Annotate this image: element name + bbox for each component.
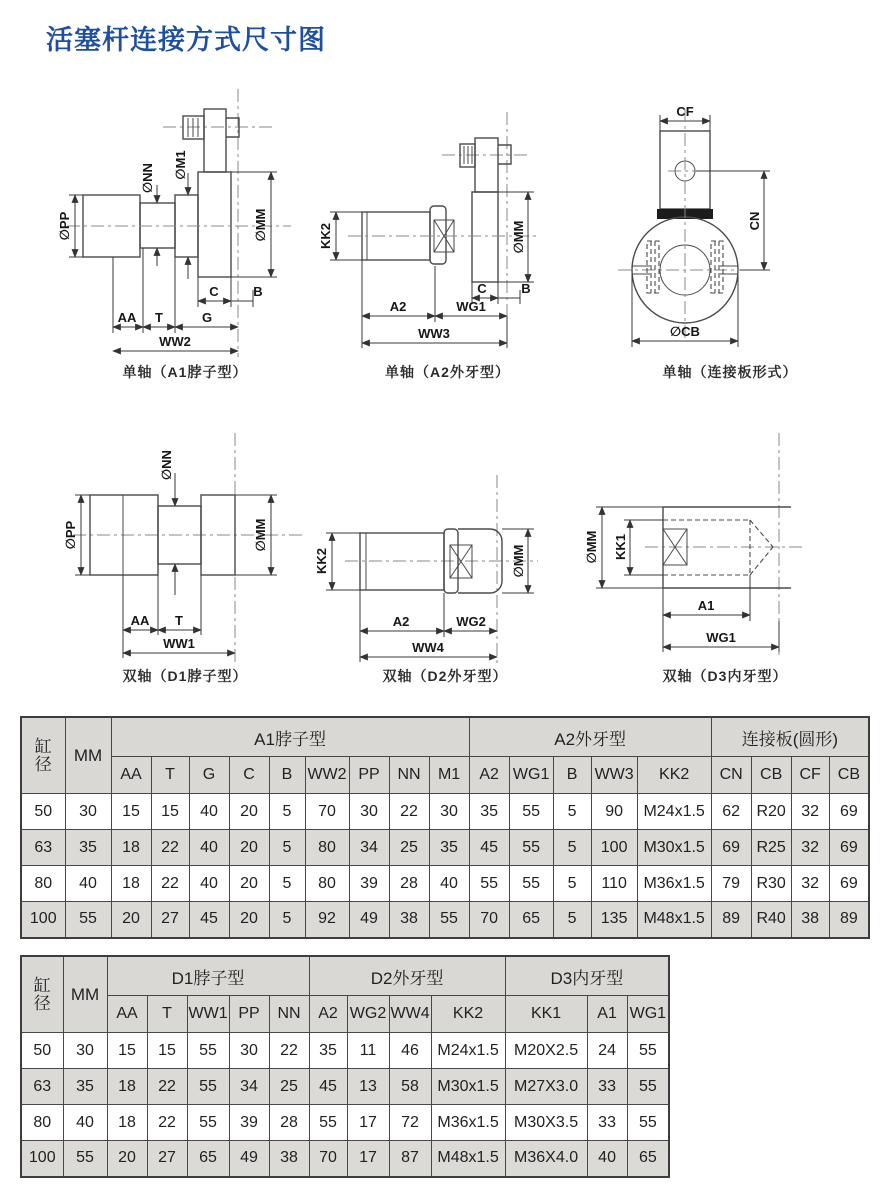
group-header: D1脖子型 bbox=[107, 956, 309, 996]
table-cell: 30 bbox=[63, 1033, 107, 1069]
column-header: MM bbox=[63, 956, 107, 1033]
column-header: AA bbox=[107, 996, 147, 1033]
table-cell: 17 bbox=[347, 1141, 389, 1177]
table-cell: 15 bbox=[111, 794, 151, 830]
dim-label-c: C bbox=[477, 281, 487, 296]
table-cell: 79 bbox=[711, 866, 751, 902]
diagram-caption: 双轴（D1脖子型） bbox=[122, 668, 248, 684]
table-cell: 55 bbox=[469, 866, 509, 902]
table-cell: 69 bbox=[711, 830, 751, 866]
table-cell: 15 bbox=[151, 794, 189, 830]
table-cell: 34 bbox=[349, 830, 389, 866]
column-header: B bbox=[553, 757, 591, 794]
table-cell: 22 bbox=[147, 1069, 187, 1105]
table-cell: M48x1.5 bbox=[637, 902, 711, 938]
column-header: C bbox=[229, 757, 269, 794]
dim-label-kk2: KK2 bbox=[314, 547, 329, 575]
table-cell: 39 bbox=[349, 866, 389, 902]
diagram-caption: 单轴（A2外牙型） bbox=[385, 364, 510, 380]
column-header: PP bbox=[349, 757, 389, 794]
dim-label-nn: ∅NN bbox=[159, 450, 174, 480]
dim-label-mm: ∅MM bbox=[511, 544, 526, 578]
table-cell: 58 bbox=[389, 1069, 431, 1105]
table-cell: 55 bbox=[309, 1105, 347, 1141]
diagram-caption: 双轴（D3内牙型） bbox=[662, 668, 788, 684]
table-cell: M30x1.5 bbox=[637, 830, 711, 866]
table-cell: 135 bbox=[591, 902, 637, 938]
table-cell: 80 bbox=[305, 866, 349, 902]
table-cell: 40 bbox=[63, 1105, 107, 1141]
dimension-table-single-shaft bbox=[20, 716, 870, 939]
diagram-single-plate bbox=[590, 95, 870, 382]
table-cell: M36x1.5 bbox=[431, 1105, 505, 1141]
column-header: NN bbox=[389, 757, 429, 794]
column-header: WW4 bbox=[389, 996, 431, 1033]
table-cell: 27 bbox=[151, 902, 189, 938]
diagram-a2-drawing bbox=[300, 100, 595, 362]
table-row bbox=[21, 1033, 669, 1069]
table-cell: 18 bbox=[111, 830, 151, 866]
dim-label-b: B bbox=[521, 281, 531, 296]
table-cell: 20 bbox=[111, 902, 151, 938]
table-cell: R20 bbox=[751, 794, 791, 830]
table-row bbox=[21, 794, 869, 830]
table-cell: 55 bbox=[509, 830, 553, 866]
table-cell: 45 bbox=[309, 1069, 347, 1105]
diagram-double-d3 bbox=[575, 425, 875, 686]
table-cell: 30 bbox=[229, 1033, 269, 1069]
diagram-a1-drawing bbox=[55, 85, 315, 363]
table-cell: 40 bbox=[189, 794, 229, 830]
dim-label-cb: ∅CB bbox=[670, 324, 700, 339]
table-row bbox=[21, 1141, 669, 1177]
table-cell: M36x1.5 bbox=[637, 866, 711, 902]
table-cell: 40 bbox=[65, 866, 111, 902]
table-cell: 5 bbox=[269, 830, 305, 866]
table-cell: 5 bbox=[553, 794, 591, 830]
column-header: KK2 bbox=[637, 757, 711, 794]
table-row bbox=[21, 1105, 669, 1141]
table-cell: 49 bbox=[229, 1141, 269, 1177]
table-cell: 62 bbox=[711, 794, 751, 830]
table-row bbox=[21, 902, 869, 938]
group-header: D2外牙型 bbox=[309, 956, 505, 996]
table-cell: 55 bbox=[187, 1069, 229, 1105]
table-cell: 72 bbox=[389, 1105, 431, 1141]
table-cell: 28 bbox=[389, 866, 429, 902]
dim-label-m1: ∅M1 bbox=[173, 150, 188, 180]
dim-label-mm: ∅MM bbox=[253, 518, 268, 552]
table-cell: 55 bbox=[65, 902, 111, 938]
table-cell: 45 bbox=[469, 830, 509, 866]
table-cell: 30 bbox=[65, 794, 111, 830]
table-cell: 22 bbox=[389, 794, 429, 830]
table-cell: 100 bbox=[591, 830, 637, 866]
table-cell: 20 bbox=[229, 902, 269, 938]
group-header: A2外牙型 bbox=[469, 717, 711, 757]
column-header: G bbox=[189, 757, 229, 794]
dim-label-ww4: WW4 bbox=[412, 640, 444, 655]
table-cell: 15 bbox=[147, 1033, 187, 1069]
table-cell: 35 bbox=[429, 830, 469, 866]
table-cell: 63 bbox=[21, 830, 65, 866]
table-cell: 20 bbox=[229, 794, 269, 830]
diagram-single-a1 bbox=[55, 85, 315, 382]
table-cell: 45 bbox=[189, 902, 229, 938]
table-cell: 55 bbox=[627, 1033, 669, 1069]
dim-label-t: T bbox=[175, 613, 183, 628]
table-cell: 34 bbox=[229, 1069, 269, 1105]
column-header: WG1 bbox=[627, 996, 669, 1033]
table-cell: 35 bbox=[469, 794, 509, 830]
table-cell: 55 bbox=[509, 794, 553, 830]
table-cell: 13 bbox=[347, 1069, 389, 1105]
column-header: A1 bbox=[587, 996, 627, 1033]
column-header: WG1 bbox=[509, 757, 553, 794]
diagram-d2-drawing bbox=[300, 425, 590, 673]
table-cell: 32 bbox=[791, 794, 829, 830]
table-cell: M48x1.5 bbox=[431, 1141, 505, 1177]
table-cell: 50 bbox=[21, 1033, 63, 1069]
dim-label-ww2: WW2 bbox=[159, 334, 191, 349]
table-cell: 24 bbox=[587, 1033, 627, 1069]
table-cell: 70 bbox=[469, 902, 509, 938]
table-cell: 69 bbox=[829, 794, 869, 830]
table-cell: 30 bbox=[349, 794, 389, 830]
diagram-single-a2 bbox=[300, 100, 595, 382]
table-cell: 20 bbox=[107, 1141, 147, 1177]
column-header: MM bbox=[65, 717, 111, 794]
table-cell: 20 bbox=[229, 830, 269, 866]
table-cell: 55 bbox=[187, 1105, 229, 1141]
column-header: WW1 bbox=[187, 996, 229, 1033]
table-cell: 18 bbox=[107, 1105, 147, 1141]
table-cell: 50 bbox=[21, 794, 65, 830]
table-cell: 38 bbox=[269, 1141, 309, 1177]
column-header: KK1 bbox=[505, 996, 587, 1033]
column-header: CB bbox=[829, 757, 869, 794]
dim-label-mm: ∅MM bbox=[511, 220, 526, 254]
table-cell: 22 bbox=[151, 830, 189, 866]
table-cell: 55 bbox=[509, 866, 553, 902]
dim-label-cn: CN bbox=[747, 211, 762, 231]
group-header: 连接板(圆形) bbox=[711, 717, 869, 757]
table-cell: 80 bbox=[21, 1105, 63, 1141]
table-cell: 35 bbox=[63, 1069, 107, 1105]
table-cell: 5 bbox=[269, 866, 305, 902]
dim-label-a1: A1 bbox=[697, 598, 715, 613]
table-cell: 55 bbox=[187, 1033, 229, 1069]
dim-label-pp: ∅PP bbox=[63, 520, 78, 550]
table-cell: M30X3.5 bbox=[505, 1105, 587, 1141]
table-cell: 32 bbox=[791, 830, 829, 866]
table-cell: 5 bbox=[269, 902, 305, 938]
table-cell: 80 bbox=[305, 830, 349, 866]
table-cell: 32 bbox=[791, 866, 829, 902]
table-cell: 18 bbox=[107, 1069, 147, 1105]
table-cell: 65 bbox=[627, 1141, 669, 1177]
table-cell: M30x1.5 bbox=[431, 1069, 505, 1105]
table-cell: 5 bbox=[553, 902, 591, 938]
table-cell: 35 bbox=[65, 830, 111, 866]
table-cell: 33 bbox=[587, 1069, 627, 1105]
table-cell: 89 bbox=[711, 902, 751, 938]
table-cell: 89 bbox=[829, 902, 869, 938]
column-header: CF bbox=[791, 757, 829, 794]
table-cell: 20 bbox=[229, 866, 269, 902]
table-cell: 110 bbox=[591, 866, 637, 902]
table-cell: 22 bbox=[151, 866, 189, 902]
table-cell: M27X3.0 bbox=[505, 1069, 587, 1105]
table-row bbox=[21, 830, 869, 866]
table-cell: M24x1.5 bbox=[431, 1033, 505, 1069]
column-header: A2 bbox=[469, 757, 509, 794]
table-cell: M36X4.0 bbox=[505, 1141, 587, 1177]
group-header: A1脖子型 bbox=[111, 717, 469, 757]
diagram-double-d2 bbox=[300, 425, 590, 686]
table-cell: 18 bbox=[111, 866, 151, 902]
table-cell: 30 bbox=[429, 794, 469, 830]
table-cell: M20X2.5 bbox=[505, 1033, 587, 1069]
column-header: WW2 bbox=[305, 757, 349, 794]
column-header: M1 bbox=[429, 757, 469, 794]
table-cell: 65 bbox=[509, 902, 553, 938]
dim-label-ww3: WW3 bbox=[418, 326, 450, 341]
column-header: NN bbox=[269, 996, 309, 1033]
column-header: WG2 bbox=[347, 996, 389, 1033]
corner-header: 缸径 bbox=[21, 717, 65, 794]
column-header: CN bbox=[711, 757, 751, 794]
table-cell: 5 bbox=[553, 866, 591, 902]
dim-label-t: T bbox=[155, 310, 163, 325]
dim-label-wg1: WG1 bbox=[456, 299, 486, 314]
table-cell: 100 bbox=[21, 1141, 63, 1177]
column-header: T bbox=[147, 996, 187, 1033]
column-header: KK2 bbox=[431, 996, 505, 1033]
table-cell: 55 bbox=[429, 902, 469, 938]
column-header: T bbox=[151, 757, 189, 794]
dim-label-g: G bbox=[201, 310, 213, 325]
table-cell: 40 bbox=[189, 830, 229, 866]
table-cell: 87 bbox=[389, 1141, 431, 1177]
column-header: PP bbox=[229, 996, 269, 1033]
dim-label-aa: AA bbox=[117, 310, 137, 325]
table-cell: 90 bbox=[591, 794, 637, 830]
table-cell: 100 bbox=[21, 902, 65, 938]
table-cell: 33 bbox=[587, 1105, 627, 1141]
dim-label-nn: ∅NN bbox=[140, 163, 155, 193]
dim-label-wg2: WG2 bbox=[456, 614, 486, 629]
table-cell: 17 bbox=[347, 1105, 389, 1141]
table-cell: 63 bbox=[21, 1069, 63, 1105]
column-header: B bbox=[269, 757, 305, 794]
dim-label-ww1: WW1 bbox=[163, 636, 195, 651]
table-row bbox=[21, 866, 869, 902]
dim-label-aa: AA bbox=[130, 613, 150, 628]
table-cell: 40 bbox=[587, 1141, 627, 1177]
column-header: WW3 bbox=[591, 757, 637, 794]
table-cell: 70 bbox=[305, 794, 349, 830]
table-cell: R30 bbox=[751, 866, 791, 902]
table-cell: 55 bbox=[63, 1141, 107, 1177]
dim-label-a2: A2 bbox=[392, 614, 410, 629]
table-cell: 35 bbox=[309, 1033, 347, 1069]
table-cell: 27 bbox=[147, 1141, 187, 1177]
dim-label-kk1: KK1 bbox=[613, 533, 628, 561]
group-header: D3内牙型 bbox=[505, 956, 669, 996]
dim-label-kk2: KK2 bbox=[318, 222, 333, 250]
dim-label-wg1: WG1 bbox=[706, 630, 736, 645]
table-cell: R40 bbox=[751, 902, 791, 938]
corner-header: 缸径 bbox=[21, 956, 63, 1033]
table-cell: 49 bbox=[349, 902, 389, 938]
table-row bbox=[21, 1069, 669, 1105]
diagram-caption: 双轴（D2外牙型） bbox=[382, 668, 508, 684]
table-cell: 25 bbox=[389, 830, 429, 866]
column-header: CB bbox=[751, 757, 791, 794]
diagram-caption: 单轴（连接板形式） bbox=[662, 364, 798, 380]
page-title: 活塞杆连接方式尺寸图 bbox=[46, 25, 326, 55]
column-header: AA bbox=[111, 757, 151, 794]
table-cell: 40 bbox=[189, 866, 229, 902]
table-cell: 11 bbox=[347, 1033, 389, 1069]
dimension-table-double-shaft bbox=[20, 955, 670, 1178]
diagram-d3-drawing bbox=[575, 425, 875, 673]
table-cell: 39 bbox=[229, 1105, 269, 1141]
table-cell: 69 bbox=[829, 830, 869, 866]
table-cell: 22 bbox=[147, 1105, 187, 1141]
diagram-double-d1 bbox=[55, 425, 315, 686]
table-cell: 80 bbox=[21, 866, 65, 902]
diagram-caption: 单轴（A1脖子型） bbox=[122, 364, 248, 380]
table-cell: 55 bbox=[627, 1069, 669, 1105]
table-cell: 55 bbox=[627, 1105, 669, 1141]
table-cell: M24x1.5 bbox=[637, 794, 711, 830]
dim-label-c: C bbox=[209, 284, 219, 299]
table-cell: 40 bbox=[429, 866, 469, 902]
column-header: A2 bbox=[309, 996, 347, 1033]
table-cell: 28 bbox=[269, 1105, 309, 1141]
dim-label-pp: ∅PP bbox=[57, 211, 72, 241]
table-cell: 46 bbox=[389, 1033, 431, 1069]
table-cell: 38 bbox=[791, 902, 829, 938]
diagram-plate-drawing bbox=[590, 95, 870, 360]
table-cell: 22 bbox=[269, 1033, 309, 1069]
diagram-d1-drawing bbox=[55, 425, 315, 673]
table-cell: 92 bbox=[305, 902, 349, 938]
dim-label-mm: ∅MM bbox=[253, 208, 268, 242]
dim-label-b: B bbox=[253, 284, 263, 299]
table-cell: 65 bbox=[187, 1141, 229, 1177]
table-cell: 38 bbox=[389, 902, 429, 938]
table-cell: 5 bbox=[269, 794, 305, 830]
table-cell: 5 bbox=[553, 830, 591, 866]
table-cell: 69 bbox=[829, 866, 869, 902]
dim-label-a2: A2 bbox=[389, 299, 407, 314]
dim-label-mm: ∅MM bbox=[584, 530, 599, 564]
table-cell: 15 bbox=[107, 1033, 147, 1069]
dim-label-cf: CF bbox=[676, 104, 694, 119]
table-cell: 70 bbox=[309, 1141, 347, 1177]
table-cell: R25 bbox=[751, 830, 791, 866]
table-cell: 25 bbox=[269, 1069, 309, 1105]
